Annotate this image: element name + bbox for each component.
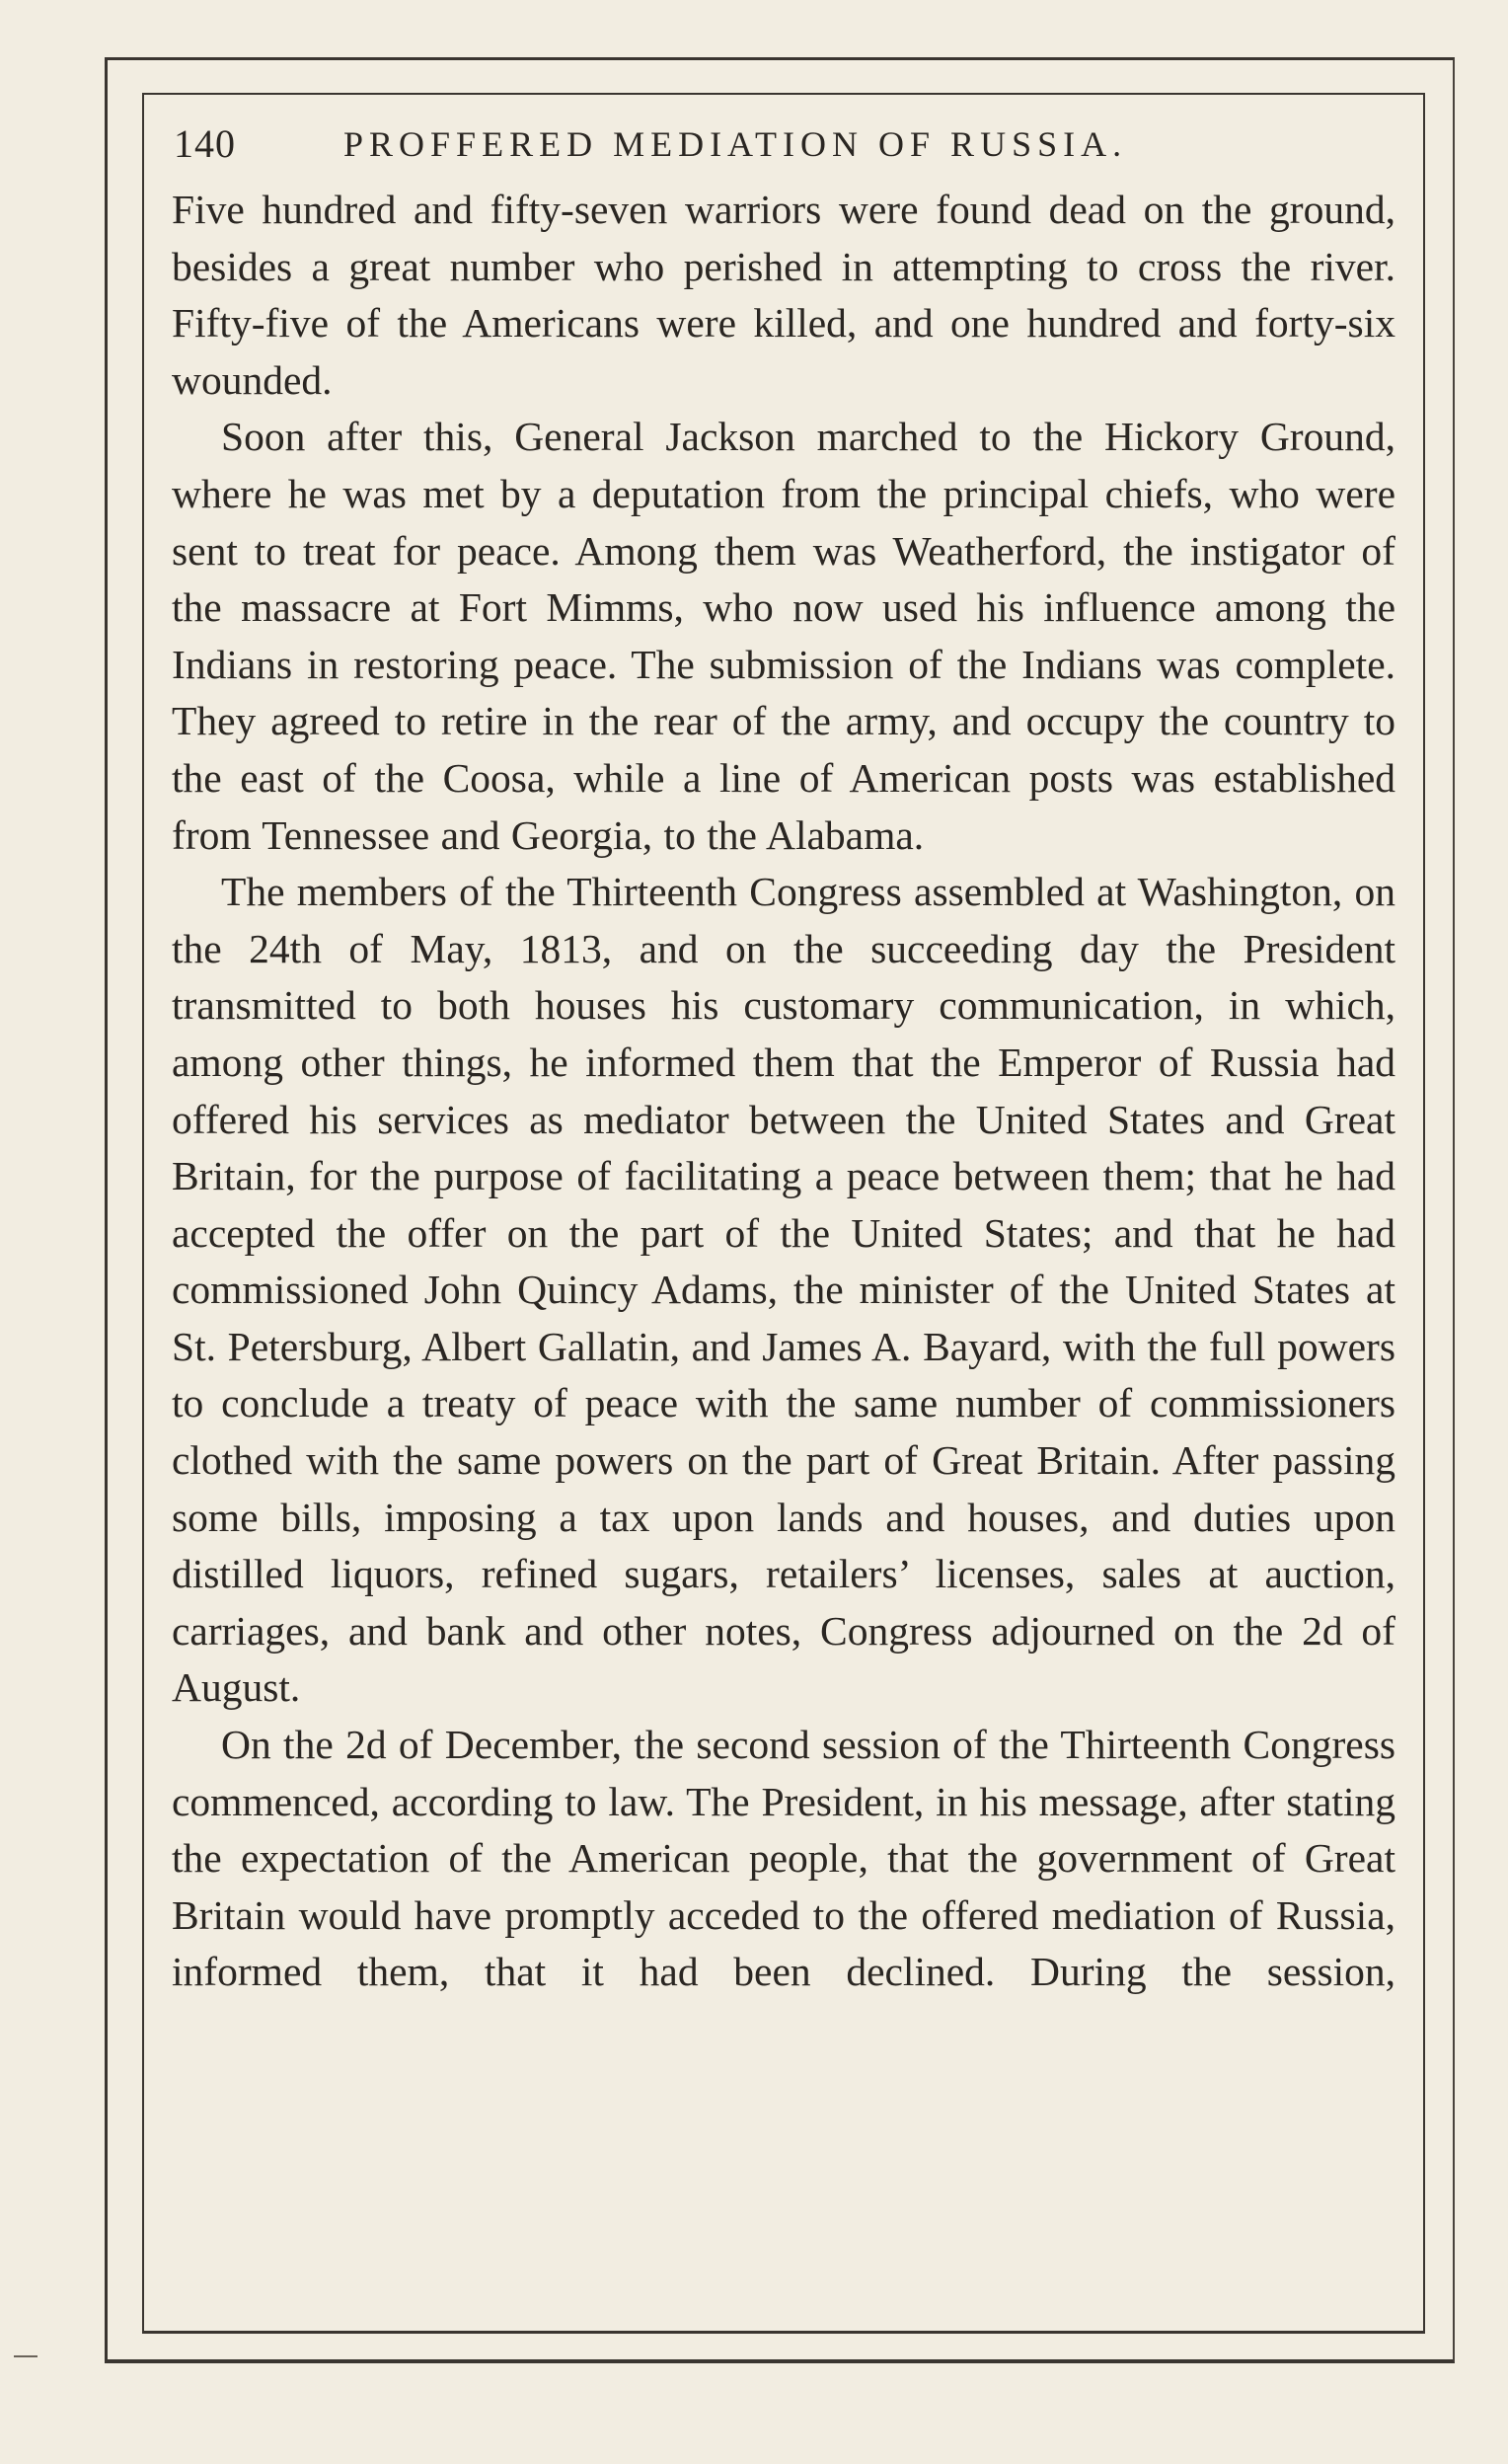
page-number: 140 [174, 121, 236, 166]
paragraph-4: On the 2d of December, the second session of the Thirteenth Congress commenced, according to law. The President, in his message, after stating the expectation of the American people, that the government of Great Britain would have promptly acceded to the offered mediation of Russia, informed them, that it had been declined. During the session, [172, 1722, 1395, 1995]
running-head-title: PROFFERED MEDIATION OF RUSSIA. [343, 124, 1128, 164]
paragraph-2: Soon after this, General Jackson marched to the Hickory Ground, where he was met by a deputation from the principal chiefs, who were sent to treat for peace. Among them was Weatherford, the instigator of the massacre at Fort Mimms, who now used his influence among the Indians in restoring peace. The submission of the Indians was complete. They agreed to retire in the rear of the army, and occupy the country to the east of the Coosa, while a line of American posts was established from Tennessee and Georgia, to the Alabama. [172, 414, 1395, 858]
margin-mark [14, 2355, 38, 2357]
paragraph-1: Five hundred and fifty-seven warriors were found dead on the ground, besides a great number who perished in attempting to cross the river. Fifty-five of the Americans were killed, and one hundred and forty-six wounded. [172, 187, 1395, 403]
body-text [172, 182, 1395, 2001]
running-head [174, 116, 1397, 172]
paragraph-3: The members of the Thirteenth Congress assembled at Washington, on the 24th of May, 1813, and on the succeeding day the President transmitted to both houses his customary communication, in which, among other things, he informed them that the Emperor of Russia had offered his services as mediator between the United States and Great Britain, for the purpose of facilitating a peace between them; that he had accepted the offer on the part of the United States; and that he had commissioned John Quincy Adams, the minister of the United States at St. Petersburg, Albert Gallatin, and James A. Bayard, with the full powers to conclude a treaty of peace with the same number of commissioners clothed with the same powers on the part of Great Britain. After passing some bills, imposing a tax upon lands and houses, and duties upon distilled liquors, refined sugars, retailers’ licenses, sales at auction, carriages, and bank and other notes, Congress adjourned on the 2d of August. [172, 869, 1395, 1711]
